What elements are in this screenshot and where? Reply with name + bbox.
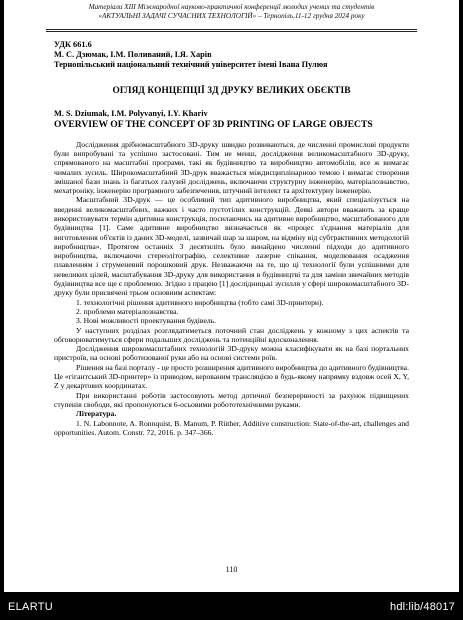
- paragraph: При використанні роботів застосовують метод дотичної безперервності за рахунок підвищених ступенів свободи, які пропонуються 6-осьовими робототехнічними руками.: [54, 390, 409, 409]
- page-number: 110: [225, 565, 238, 574]
- title-ua: ОГЛЯД КОНЦЕПЦІЇ 3Д ДРУКУ ВЕЛИКИХ ОБЄКТІВ: [112, 85, 351, 96]
- literature-heading: Література.: [76, 409, 117, 419]
- list-item: 2. проблеми матеріалознавства.: [76, 306, 179, 316]
- conference-header: [12, 3, 451, 21]
- paragraph: У наступних розділах розглядатиметься поточний стан досліджень у кожному з цих аспектів та обговорюватимуться сфери подальших досліджень та потенційні вдосконалення.: [54, 325, 409, 344]
- authors-en: M. S. Dziumak, I.M. Polyvanyi, I.Y. Khariv: [54, 108, 208, 118]
- header-line-2: «АКТУАЛЬНІ ЗАДАЧІ СУЧАСНИХ ТЕХНОЛОГІЙ» – Тернопіль,11-12 грудня 2024 року: [98, 12, 365, 20]
- paragraph: Рішення на базі порталу - це просто розширення адитивного виробництва до адитивного будівництва. Це «гігантський 3D-принтер» із приводом, керованим трансляцією в будь-якому напрямку вздовж осей X, Y, Z у декартових координатах.: [54, 362, 409, 391]
- paragraph: Дослідження широкомасштабних технологій 3D-друку можна класифікувати як на базі портальних пристроїв, на основі роботизованої руки або на основі системи роїв.: [54, 344, 409, 363]
- header-divider: [46, 29, 417, 32]
- document-page: [4, 0, 459, 592]
- header-line-1: Матеріали ХIII Міжнародної науково-практичної конференції молодих учених та студентів: [88, 3, 375, 11]
- reference-item: 1. N. Labonnote, A. Ronnquist, B. Manum, P. Rüther, Additive construction: State-of-the-art, challenges and opportunities. Autom. Constr. 72, 2016. p. 347–366.: [54, 418, 409, 437]
- affiliation: Тернопільський національний технічний університет імені Івана Пулюя: [54, 60, 328, 70]
- paragraph: Масштабний 3D-друк — це особливий тип адитивного виробництва, який спеціалізується на введенні великомасштабних, важких і часто пустотілих конструкцій. Деякі автори вважають за краще використовувати термін адитивна конструкція, посилаючись на адитивне виробництво, масштабованого для будівництва [1]. Саме адитивне виробництво визначається як «процес з'єднання матеріалів для виготовлення об'єктів із даних 3D-моделі, зазвичай шар за шаром, на відміну від субтрактивних методологій виробництва». Протягом останніх 3 десятиліть було винайдено численні підходи до адитивного виробництва, включаючи стереолітографію, селективне лазерне спікання, моделювання осадження плавленням і струменевий порошковий друк. Незважаючи на те, що ці технології були успішними для невеликих цілей, масштабування 3D-друку для використання в будівництві та для заміни звичайних методів будівництва все ще є проблемою. Згідно з працею [1] дослідницькі зусилля у сфері широкомасштабного 3D-друку були присвячені трьом основним аспектам:: [54, 195, 409, 298]
- list-item: 3. Нові можливості проектування будівель.: [76, 316, 217, 326]
- list-item: 1. технологічні рішення адитивного виробництва (тобто самі 3D-принтери).: [76, 297, 324, 307]
- article-body: [54, 40, 409, 437]
- handle-label: hdl:lib/48017: [390, 601, 455, 613]
- repository-label: ELARTU: [8, 601, 53, 613]
- authors-ua: М. С. Дзюмак, І.М. Поливаний, І.Я. Харів: [54, 50, 212, 60]
- paragraph: Дослідження дрібномасштабного 3D-друку швидко розвиваються, де численні промислові продукти були випробувані та успішно застосовані. Тим не менш, дослідження великомасштабного 3D-друку, спрямованого на масштабні програми, такі як будівництво та виробництво автомобілів, все ж вимагає чималих зусиль. Широкомасштабний 3D-друк вважається міждисциплінарною темою і вимагає створення змішаної бази знань із багатьох галузей досліджень, включаючи структурну інженерію, матеріалознавство, мехатроніку, інженерію програмного забезпечення, штучний інтелект та архітектурну інженерію.: [54, 139, 409, 196]
- title-en: OVERVIEW OF THE CONCEPT OF 3D PRINTING OF LARGE OBJECTS: [54, 118, 373, 130]
- udk-code: УДК 661.6: [54, 40, 92, 49]
